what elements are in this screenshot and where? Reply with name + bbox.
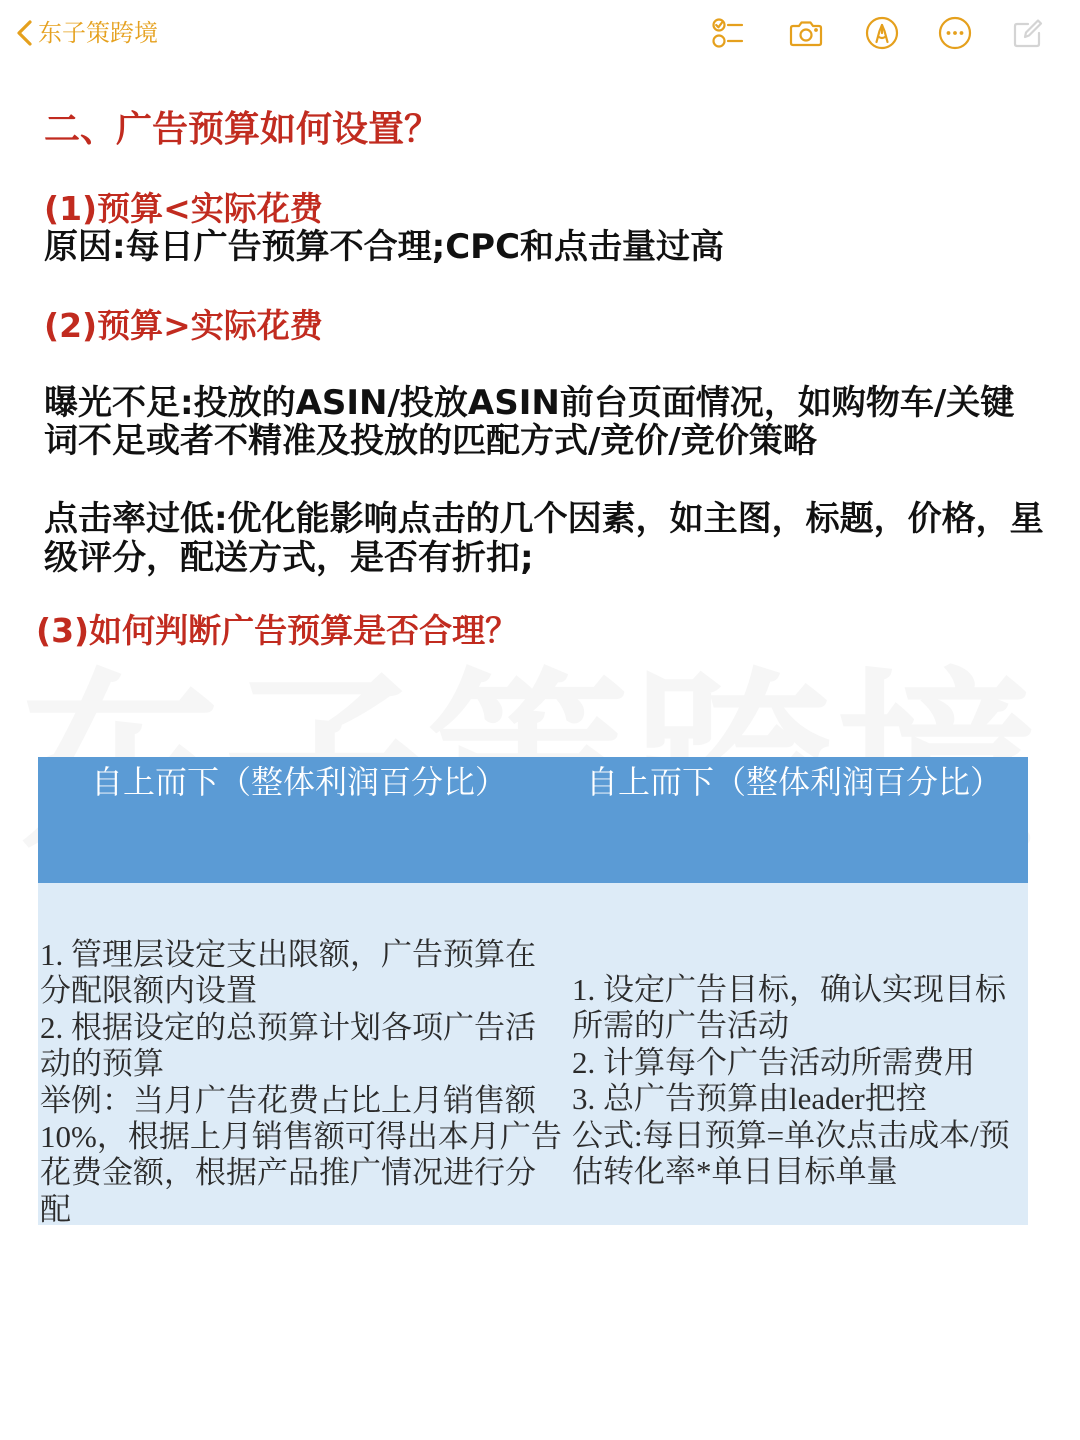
cell-line: 2. 根据设定的总预算计划各项广告活 [40, 1009, 536, 1045]
table-cell-left [38, 883, 560, 1225]
table-header-left: 自上而下（整体利润百分比） [90, 764, 507, 800]
cell-line: 分配限额内设置 [40, 973, 257, 1009]
section-1-title: (1)预算<实际花费 [44, 189, 323, 228]
checklist-button[interactable] [711, 16, 745, 50]
cell-line: 动的预算 [40, 1046, 164, 1082]
paragraph-line: 级评分，配送方式，是否有折扣; [44, 538, 534, 578]
navigation-bar [0, 0, 1080, 66]
cell-line: 1. 设定广告目标，确认实现目标 [572, 972, 1006, 1007]
compose-icon [1011, 16, 1045, 50]
cell-line: 3. 总广告预算由leader把控 [572, 1081, 927, 1117]
camera-icon [789, 16, 823, 50]
checklist-icon [711, 16, 745, 50]
cell-line: 2. 计算每个广告活动所需费用 [572, 1044, 975, 1080]
section-2-title: (2)预算>实际花费 [44, 306, 323, 345]
cell-line: 估转化率*单日目标单量 [572, 1154, 898, 1190]
compose-button[interactable] [1011, 16, 1045, 50]
paragraph-line: 点击率过低:优化能影响点击的几个因素，如主图，标题，价格，星 [44, 499, 1044, 539]
section-3-title: (3)如何判断广告预算是否合理？ [36, 611, 519, 650]
cell-line: 花费金额，根据产品推广情况进行分 [40, 1155, 536, 1191]
markup-button[interactable] [865, 16, 899, 50]
cell-line: 所需的广告活动 [572, 1008, 789, 1044]
table-header-right: 自上而下（整体利润百分比） [585, 764, 1002, 800]
cell-line: 举例：当月广告花费占比上月销售额 [40, 1082, 536, 1118]
more-button[interactable] [938, 16, 972, 50]
table-header-row [38, 757, 1028, 883]
chevron-left-icon [14, 19, 34, 47]
exposure-paragraph [44, 384, 1014, 460]
back-label: 东子策跨境 [38, 19, 158, 47]
markup-icon [865, 16, 899, 50]
cell-line: 10%，根据上月销售额可得出本月广告 [40, 1119, 562, 1155]
paragraph-line: 曝光不足:投放的ASIN/投放ASIN前台页面情况，如购物车/关键 [44, 383, 1015, 423]
cell-line: 1. 管理层设定支出限额，广告预算在 [40, 937, 536, 972]
more-icon [938, 16, 972, 50]
table-body-row [38, 883, 1028, 1225]
cell-line: 配 [40, 1191, 71, 1225]
cell-line: 公式:每日预算=单次点击成本/预 [572, 1117, 1010, 1153]
budget-table-image [38, 757, 1028, 1225]
camera-button[interactable] [789, 16, 823, 50]
paragraph-line: 词不足或者不精准及投放的匹配方式/竞价/竞价策略 [44, 421, 817, 461]
section-1-body: 原因:每日广告预算不合理;CPC和点击量过高 [44, 227, 725, 267]
note-heading: 二、广告预算如何设置？ [44, 109, 441, 150]
ctr-paragraph [44, 500, 1044, 578]
table-cell-right [560, 883, 1028, 1225]
back-button[interactable] [14, 14, 158, 52]
